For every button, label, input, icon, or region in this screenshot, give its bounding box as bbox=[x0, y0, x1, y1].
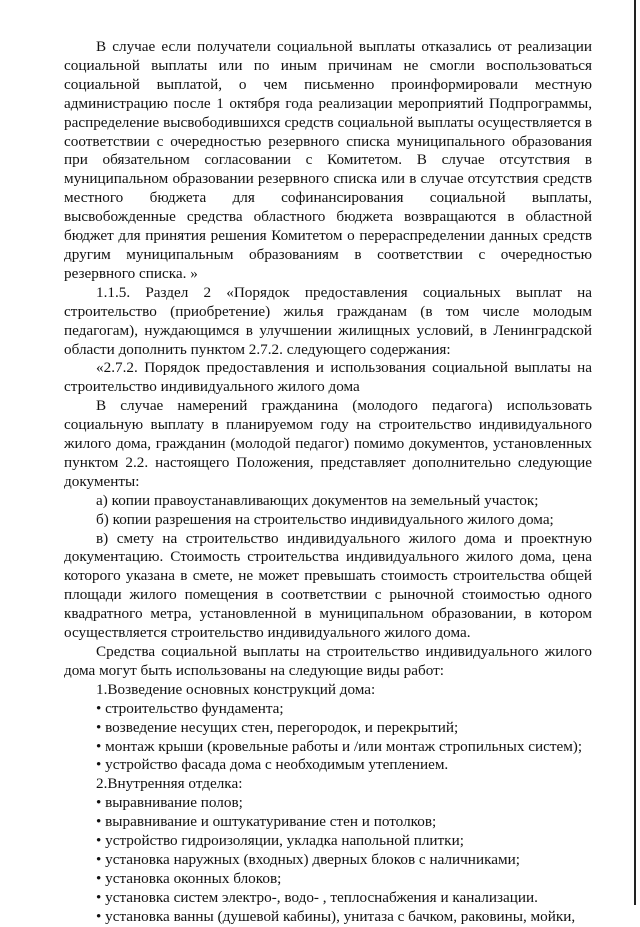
paragraph-intentions: В случае намерений гражданина (молодого педагога) использовать социальную выплату в планируемом году на строительство индивидуального жилого дома, гражданин (молодой педагог) помимо документов, установленных пунктом 2.2. настоящего Положения, представляет дополнительно следующие документы: bbox=[64, 397, 592, 490]
paragraph-reserve-list: В случае если получатели социальной выплаты отказались от реализации социальной выплаты или по иным причинам не смогли воспользоваться социальной выплатой, о чем письменно проинформировали местную администрацию после 1 октября года реализации мероприятий Подпрограммы, распределение высвободившихся средств социальной выплаты осуществляется в соответствии с очередностью резервного списка муниципального образования при обязательном согласовании с Комитетом. В случае отсутствия в муниципальном образовании резервного списка или в случае отсутствия средств местного бюджета для софинансирования социальной выплаты, высвобожденные средства областного бюджета возвращаются в областной бюджет для принятия решения Комитетом о перераспределении данных средств другим муниципальным образованиям в соответствии с очередностью резервного списка. » bbox=[64, 38, 592, 282]
bullet-item: • строительство фундамента; bbox=[96, 699, 284, 717]
bullet-item: • выравнивание полов; bbox=[96, 794, 243, 812]
list-item-a: а) копии правоустанавливающих документов на земельный участок; bbox=[96, 491, 539, 509]
document-body bbox=[64, 38, 592, 927]
list-item-b: б) копии разрешения на строительство индивидуального жилого дома; bbox=[96, 510, 554, 528]
paragraph-works: Средства социальной выплаты на строительство индивидуального жилого дома могут быть использованы на следующие виды работ: bbox=[64, 643, 592, 679]
section-heading-interior: 2.Внутренняя отделка: bbox=[96, 775, 243, 793]
bullet-item: • монтаж крыши (кровельные работы и /или монтаж стропильных систем); bbox=[96, 737, 583, 755]
paragraph-2-7-2-heading: «2.7.2. Порядок предоставления и использования социальной выплаты на строительство индивидуального жилого дома bbox=[64, 359, 592, 396]
bullet-item: • установка наружных (входных) дверных блоков с наличниками; bbox=[96, 850, 520, 868]
bullet-item: • установка систем электро-, водо- , теплоснабжения и канализации. bbox=[96, 888, 538, 906]
list-item-v: в) смету на строительство индивидуального жилого дома и проектную документацию. Стоимость строительства индивидуального жилого дома, цена которого указана в смете, не может превышать стоимость строительства общей площади жилого помещения в соответствии с рыночной стоимостью одного квадратного метра, установленной в муниципальном образовании, в котором осуществляется строительство индивидуального жилого дома. bbox=[64, 529, 592, 642]
bullet-item: • устройство гидроизоляции, укладка напольной плитки; bbox=[96, 832, 464, 850]
bullet-item: • устройство фасада дома с необходимым утеплением. bbox=[96, 756, 449, 774]
bullet-item: • установка ванны (душевой кабины), унитаза с бачком, раковины, мойки, bbox=[96, 907, 576, 925]
paragraph-1-1-5: 1.1.5. Раздел 2 «Порядок предоставления социальных выплат на строительство (приобретение) жилья гражданам (в том числе молодым педагогам), нуждающимся в улучшении жилищных условий, в Ленинградской области дополнить пунктом 2.7.2. следующего содержания: bbox=[64, 283, 592, 358]
scan-edge-line bbox=[634, 0, 636, 905]
section-heading-construction: 1.Возведение основных конструкций дома: bbox=[96, 680, 376, 698]
bullet-item: • установка оконных блоков; bbox=[96, 869, 282, 887]
bullet-item: • выравнивание и оштукатуривание стен и потолков; bbox=[96, 813, 437, 831]
bullet-item: • возведение несущих стен, перегородок, и перекрытий; bbox=[96, 718, 459, 736]
